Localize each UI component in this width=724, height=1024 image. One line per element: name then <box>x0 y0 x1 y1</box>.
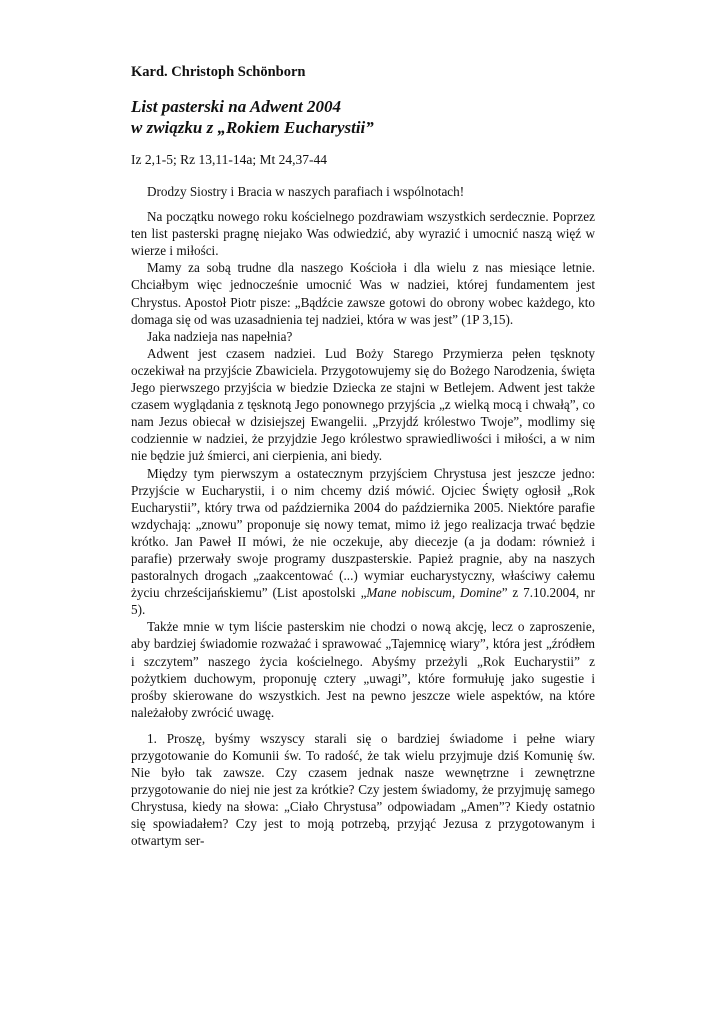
paragraph-eucharist <box>131 465 595 619</box>
title-line-2: w związku z „Rokiem Eucharystii” <box>131 118 374 137</box>
paragraph-hope: Mamy za sobą trudne dla naszego Kościoła i dla wielu z nas miesiące letnie. Chciałbym więc jednocześnie umocnić Was w nadziei, której fundamentem jest Chrystus. Apostoł Piotr pisze: „Bądźcie zawsze gotowi do obrony wobec każdego, kto domaga się od was uzasadnienia tej nadziei, która w was jest” (1P 3,15). <box>131 260 595 327</box>
eucharist-italic-title: Mane nobiscum, Domine <box>366 585 502 601</box>
salutation: Drodzy Siostry i Bracia w naszych parafiach i wspólnotach! <box>147 184 465 199</box>
eucharist-text-after: ” z 7.10.2004, nr 5). <box>131 585 595 618</box>
title-line-1: List pasterski na Adwent 2004 <box>131 97 342 116</box>
paragraph-greeting: Na początku nowego roku kościelnego pozdrawiam wszystkich serdecznie. Poprzez ten list pasterski pragnę niejako Was odwiedzić, aby wyrazić i umocnić naszą więź w wierze i miłości. <box>131 209 595 259</box>
paragraph-point-1: 1. Proszę, byśmy wszyscy starali się o bardziej świadome i pełne wiary przygotowanie do Komunii św. To radość, że tak wielu przyjmuje dziś Komunię św. Nie było tak zawsze. Czy czasem jednak nasze wewnętrzne i zewnętrzne przygotowanie do niej nie jest za krótkie? Czy jestem świadomy, że przyjmuję samego Chrystusa, kiedy na słowa: „Ciało Chrystusa” odpowiadam „Amen”? Kiedy ostatnio się spowiadałem? Czy jest to moją potrzebą, przyjąć Jezusa z przygotowanym i otwartym ser- <box>131 730 595 849</box>
paragraph-question: Jaka nadzieja nas napełnia? <box>147 328 293 344</box>
paragraph-advent: Adwent jest czasem nadziei. Lud Boży Starego Przymierza pełen tęsknoty oczekiwał na przyjście Zbawiciela. Przygotowujemy się do Bożego Narodzenia, święta Jego pierwszego przyjścia w biedzie Dziecka ze stajni w Betlejem. Adwent jest także czasem wyglądania z tęsknotą Jego ponownego przyjścia „z wielką mocą i chwałą”, co nam Jezus obiecał w dzisiejszej Ewangelii. „Przyjdź królestwo Twoje”, modlimy się codziennie w nadziei, że przyjdzie Jego królestwo sprawiedliwości i miłości, a w nim nie będzie już śmierci, ani cierpienia, ani biedy. <box>131 345 595 464</box>
letter-title <box>131 96 374 138</box>
paragraph-invitation: Także mnie w tym liście pasterskim nie chodzi o nową akcję, lecz o zaproszenie, aby bardziej świadomie rozważać i sprawować „Tajemnicę wiary”, która jest „źródłem i szczytem” naszego życia kościelnego. Abyśmy przeżyli „Rok Eucharystii” z pożytkiem duchowym, proponuję cztery „uwagi”, które formułuję jako sugestie i prośby skierowane do wszystkich. Jest na pewno jeszcze wiele aspektów, na które należałoby zwrócić uwagę. <box>131 619 595 720</box>
author-name: Kard. Christoph Schönborn <box>131 64 306 80</box>
eucharist-text-before: Między tym pierwszym a ostatecznym przyjściem Chrystusa jest jeszcze jedno: Przyjście w Eucharystii, i o nim chcemy dziś mówić. Ojciec Święty ogłosił „Rok Eucharystii”, który trwa od października 2004 do października 2005. Niektóre parafie wzdychają: „znowu” proponuje się nowy temat, mimo iż jego realizacja trwać będzie krótko. Jan Paweł II mówi, że nie oczekuje, aby diecezje (a ja dodam: również i parafie) przerwały swoje programy duszpasterskie. Papież pragnie, aby na naszych pastoralnych drogach „zaakcentować (...) wymiar eucharystyczny, właściwy całemu życiu chrześcijańskiemu” (List apostolski „ <box>131 465 595 601</box>
letter-body <box>131 183 595 850</box>
scripture-references: Iz 2,1-5; Rz 13,11-14a; Mt 24,37-44 <box>131 152 327 167</box>
